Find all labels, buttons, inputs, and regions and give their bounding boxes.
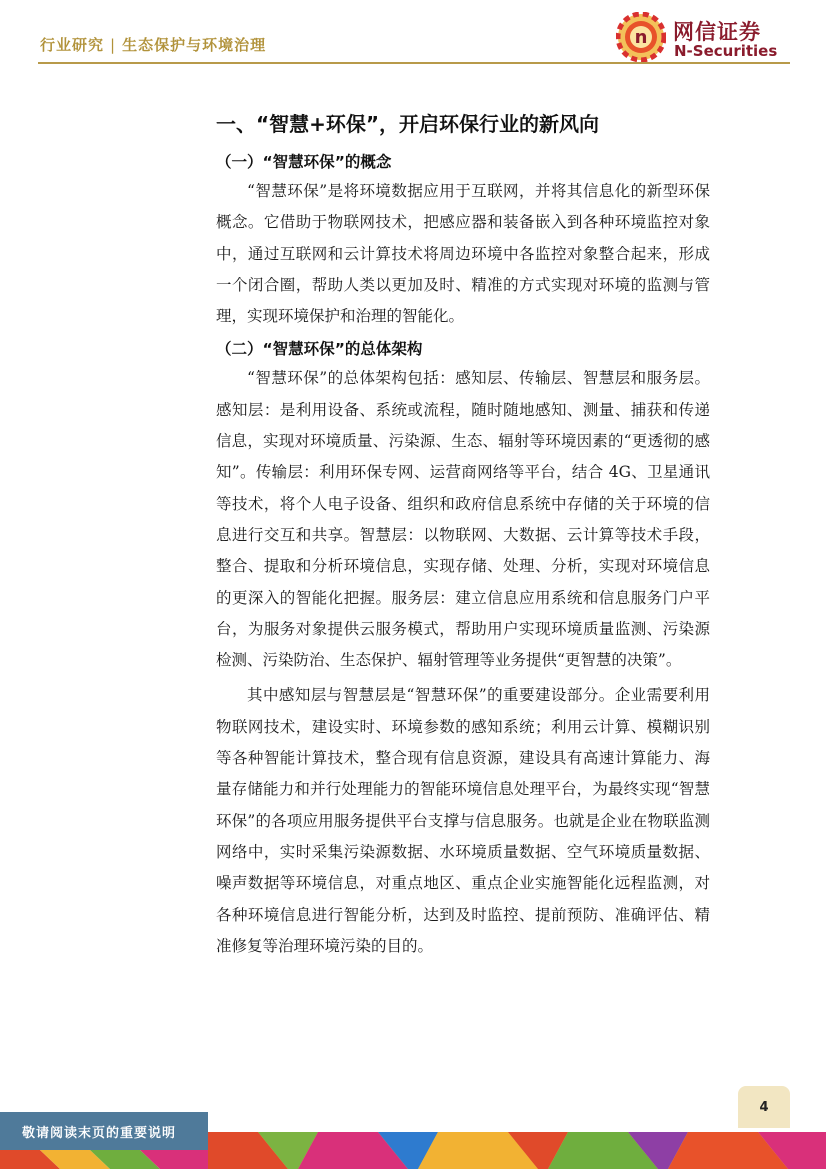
- paragraph: “智慧环保”是将环境数据应用于互联网，并将其信息化的新型环保概念。它借助于物联网技术，把感应器和装备嵌入到各种环境监控对象中，通过互联网和云计算技术将周边环境中各监控对象整合起来，形成一个闭合圈，帮助人类以更加及时、精准的方式实现对环境的监测与管理，实现环境保护和治理的智能化。: [216, 182, 710, 326]
- page-number: 4: [738, 1086, 790, 1128]
- svg-text:n: n: [634, 27, 648, 48]
- subsection-title: （二）“智慧环保”的总体架构: [216, 340, 423, 359]
- header-category: 行业研究: [40, 36, 105, 54]
- main-content: [216, 108, 710, 966]
- header-divider: [38, 62, 790, 64]
- section-title: 一、“智慧+环保”，开启环保行业的新风向: [216, 112, 600, 136]
- footer-decoration-left: [0, 1150, 208, 1169]
- header-topic: 生态保护与环境治理: [122, 36, 267, 54]
- paragraph: “智慧环保”的总体架构包括：感知层、传输层、智慧层和服务层。感知层：是利用设备、系统或流程，随时随地感知、测量、捕获和传递信息，实现对环境质量、污染源、生态、辐射等环境因素的“更透彻的感知”。传输层：利用环保专网、运营商网络等平台，结合 4G、卫星通讯等技术，将个人电子设备、组织和政府信息系统中存储的关于环境的信息进行交互和共享。智慧层：以物联网、大数据、云计算等技术手段，整合、提取和分析环境信息，实现存储、处理、分析，实现对环境信息的更深入的智能化把握。服务层：建立信息应用系统和信息服务门户平台，为服务对象提供云服务模式，帮助用户实现环境质量监测、污染源检测、污染防治、生态保护、辐射管理等业务提供“更智慧的决策”。: [216, 369, 710, 670]
- company-logo: [616, 12, 796, 60]
- header-breadcrumb: [40, 34, 266, 55]
- logo-chinese-name: 网信证券: [673, 20, 761, 44]
- subsection-title: （一）“智慧环保”的概念: [216, 153, 392, 171]
- footer-note: 敬请阅读末页的重要说明: [22, 1126, 177, 1141]
- logo-english-name: N-Securities: [674, 42, 778, 60]
- header-separator: |: [110, 36, 117, 54]
- footer-decoration-band: [208, 1132, 826, 1169]
- n-securities-logo-icon: [616, 12, 666, 62]
- paragraph: 其中感知层与智慧层是“智慧环保”的重要建设部分。企业需要利用物联网技术，建设实时、环境参数的感知系统；利用云计算、模糊识别等各种智能计算技术，整合现有信息资源，建设具有高速计算能力、海量存储能力和并行处理能力的智能环境信息处理平台，为最终实现“智慧环保”的各项应用服务提供平台支撑与信息服务。也就是企业在物联监测网络中，实时采集污染源数据、水环境质量数据、空气环境质量数据、噪声数据等环境信息，对重点地区、重点企业实施智能化远程监测，对各种环境信息进行智能分析，达到及时监控、提前预防、准确评估、精准修复等治理环境污染的目的。: [216, 686, 710, 955]
